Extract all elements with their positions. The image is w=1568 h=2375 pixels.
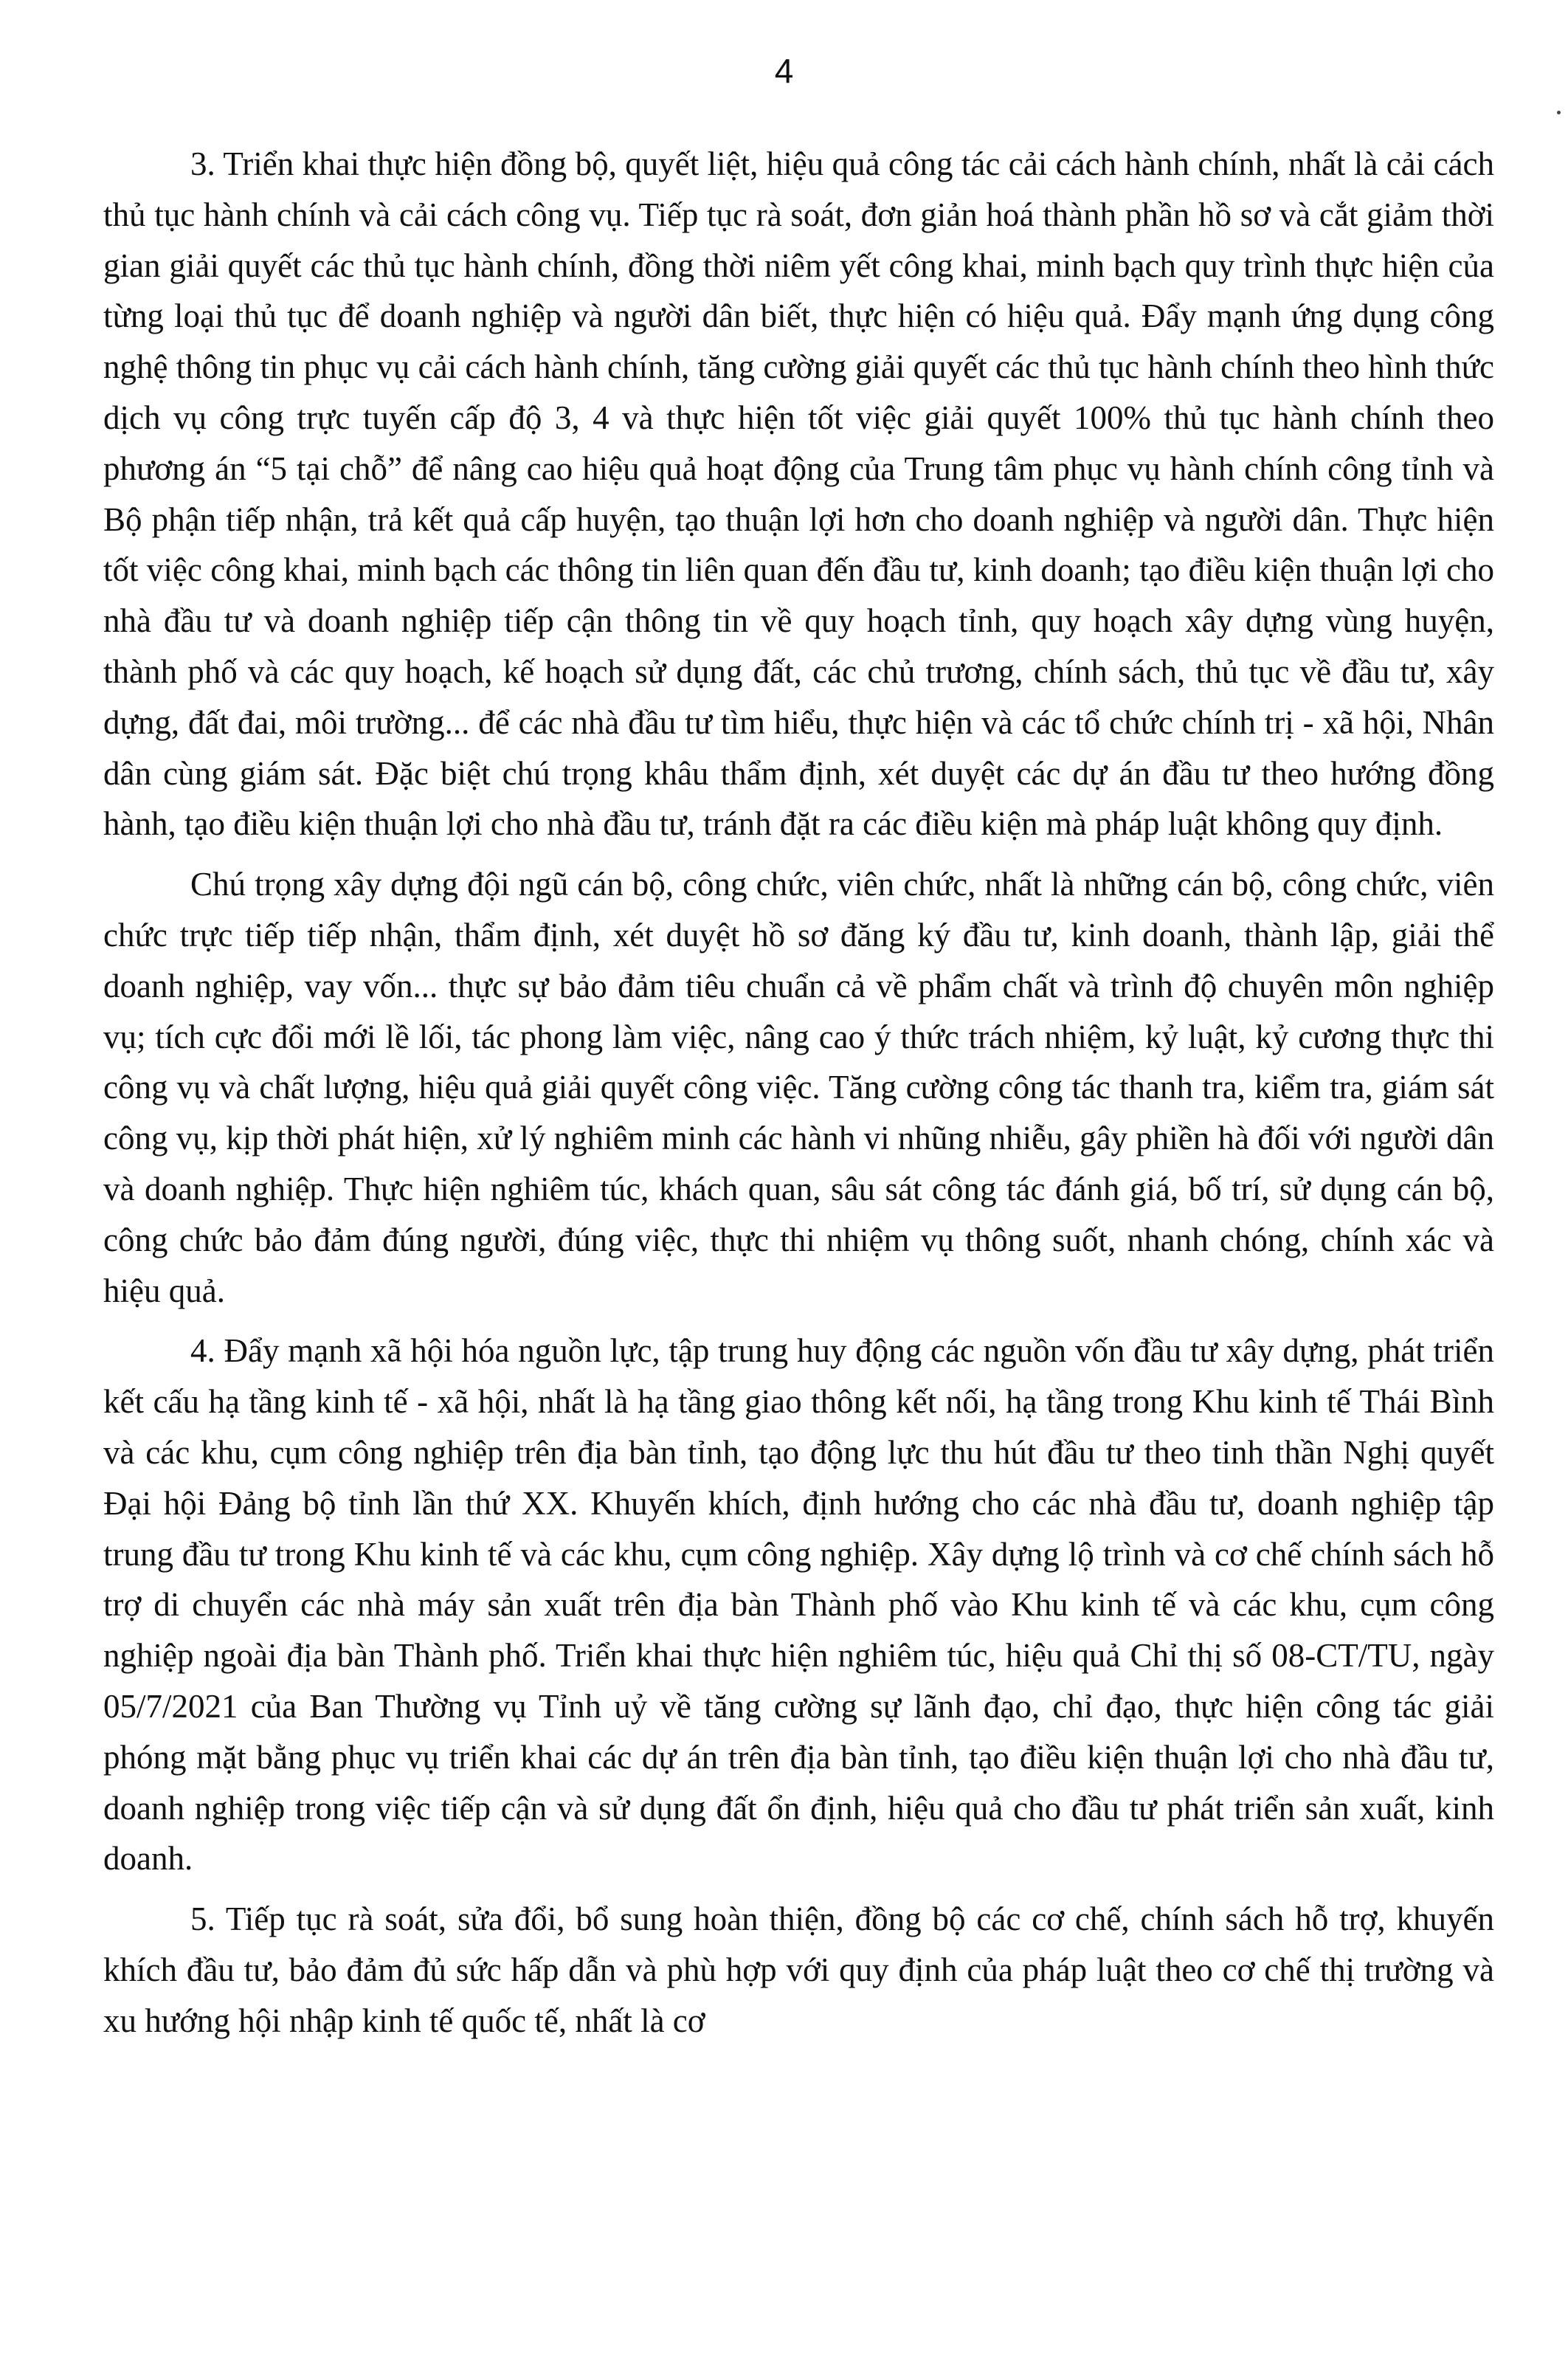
scan-speck [1557, 111, 1561, 114]
document-body [103, 139, 1494, 2046]
paragraph-section-5: 5. Tiếp tục rà soát, sửa đổi, bổ sung hoàn thiện, đồng bộ các cơ chế, chính sách hỗ trợ, khuyến khích đầu tư, bảo đảm đủ sức hấp dẫn và phù hợp với quy định của pháp luật theo cơ chế thị trường và xu hướng hội nhập kinh tế quốc tế, nhất là cơ [103, 1900, 1494, 2039]
paragraph-section-4: 4. Đẩy mạnh xã hội hóa nguồn lực, tập trung huy động các nguồn vốn đầu tư xây dựng, phát triển kết cấu hạ tầng kinh tế - xã hội, nhất là hạ tầng giao thông kết nối, hạ tầng trong Khu kinh tế Thái Bình và các khu, cụm công nghiệp trên địa bàn tỉnh, tạo động lực thu hút đầu tư theo tinh thần Nghị quyết Đại hội Đảng bộ tỉnh lần thứ XX. Khuyến khích, định hướng cho các nhà đầu tư, doanh nghiệp tập trung đầu tư trong Khu kinh tế và các khu, cụm công nghiệp. Xây dựng lộ trình và cơ chế chính sách hỗ trợ di chuyển các nhà máy sản xuất trên địa bàn Thành phố vào Khu kinh tế và các khu, cụm công nghiệp ngoài địa bàn Thành phố. Triển khai thực hiện nghiêm túc, hiệu quả Chỉ thị số 08-CT/TU, ngày 05/7/2021 của Ban Thường vụ Tỉnh uỷ về tăng cường sự lãnh đạo, chỉ đạo, thực hiện công tác giải phóng mặt bằng phục vụ triển khai các dự án trên địa bàn tỉnh, tạo điều kiện thuận lợi cho nhà đầu tư, doanh nghiệp trong việc tiếp cận và sử dụng đất ổn định, hiệu quả cho đầu tư phát triển sản xuất, kinh doanh. [103, 1332, 1494, 1878]
paragraph-section-3: 3. Triển khai thực hiện đồng bộ, quyết liệt, hiệu quả công tác cải cách hành chính, nhất là cải cách thủ tục hành chính và cải cách công vụ. Tiếp tục rà soát, đơn giản hoá thành phần hồ sơ và cắt giảm thời gian giải quyết các thủ tục hành chính, đồng thời niêm yết công khai, minh bạch quy trình thực hiện của từng loại thủ tục để doanh nghiệp và người dân biết, thực hiện có hiệu quả. Đẩy mạnh ứng dụng công nghệ thông tin phục vụ cải cách hành chính, tăng cường giải quyết các thủ tục hành chính theo hình thức dịch vụ công trực tuyến cấp độ 3, 4 và thực hiện tốt việc giải quyết 100% thủ tục hành chính theo phương án “5 tại chỗ” để nâng cao hiệu quả hoạt động của Trung tâm phục vụ hành chính công tỉnh và Bộ phận tiếp nhận, trả kết quả cấp huyện, tạo thuận lợi hơn cho doanh nghiệp và người dân. Thực hiện tốt việc công khai, minh bạch các thông tin liên quan đến đầu tư, kinh doanh; tạo điều kiện thuận lợi cho nhà đầu tư và doanh nghiệp tiếp cận thông tin về quy hoạch tỉnh, quy hoạch xây dựng vùng huyện, thành phố và các quy hoạch, kế hoạch sử dụng đất, các chủ trương, chính sách, thủ tục về đầu tư, xây dựng, đất đai, môi trường... để các nhà đầu tư tìm hiểu, thực hiện và các tổ chức chính trị - xã hội, Nhân dân cùng giám sát. Đặc biệt chú trọng khâu thẩm định, xét duyệt các dự án đầu tư theo hướng đồng hành, tạo điều kiện thuận lợi cho nhà đầu tư, tránh đặt ra các điều kiện mà pháp luật không quy định. [103, 145, 1494, 843]
page-number: 4 [774, 52, 794, 90]
paragraph-staff-quality: Chú trọng xây dựng đội ngũ cán bộ, công chức, viên chức, nhất là những cán bộ, công chức, viên chức trực tiếp tiếp nhận, thẩm định, xét duyệt hồ sơ đăng ký đầu tư, kinh doanh, thành lập, giải thể doanh nghiệp, vay vốn... thực sự bảo đảm tiêu chuẩn cả về phẩm chất và trình độ chuyên môn nghiệp vụ; tích cực đổi mới lề lối, tác phong làm việc, nâng cao ý thức trách nhiệm, kỷ luật, kỷ cương thực thi công vụ và chất lượng, hiệu quả giải quyết công việc. Tăng cường công tác thanh tra, kiểm tra, giám sát công vụ, kịp thời phát hiện, xử lý nghiêm minh các hành vi nhũng nhiễu, gây phiền hà đối với người dân và doanh nghiệp. Thực hiện nghiêm túc, khách quan, sâu sát công tác đánh giá, bố trí, sử dụng cán bộ, công chức bảo đảm đúng người, đúng việc, thực thi nhiệm vụ thông suốt, nhanh chóng, chính xác và hiệu quả. [103, 866, 1494, 1309]
